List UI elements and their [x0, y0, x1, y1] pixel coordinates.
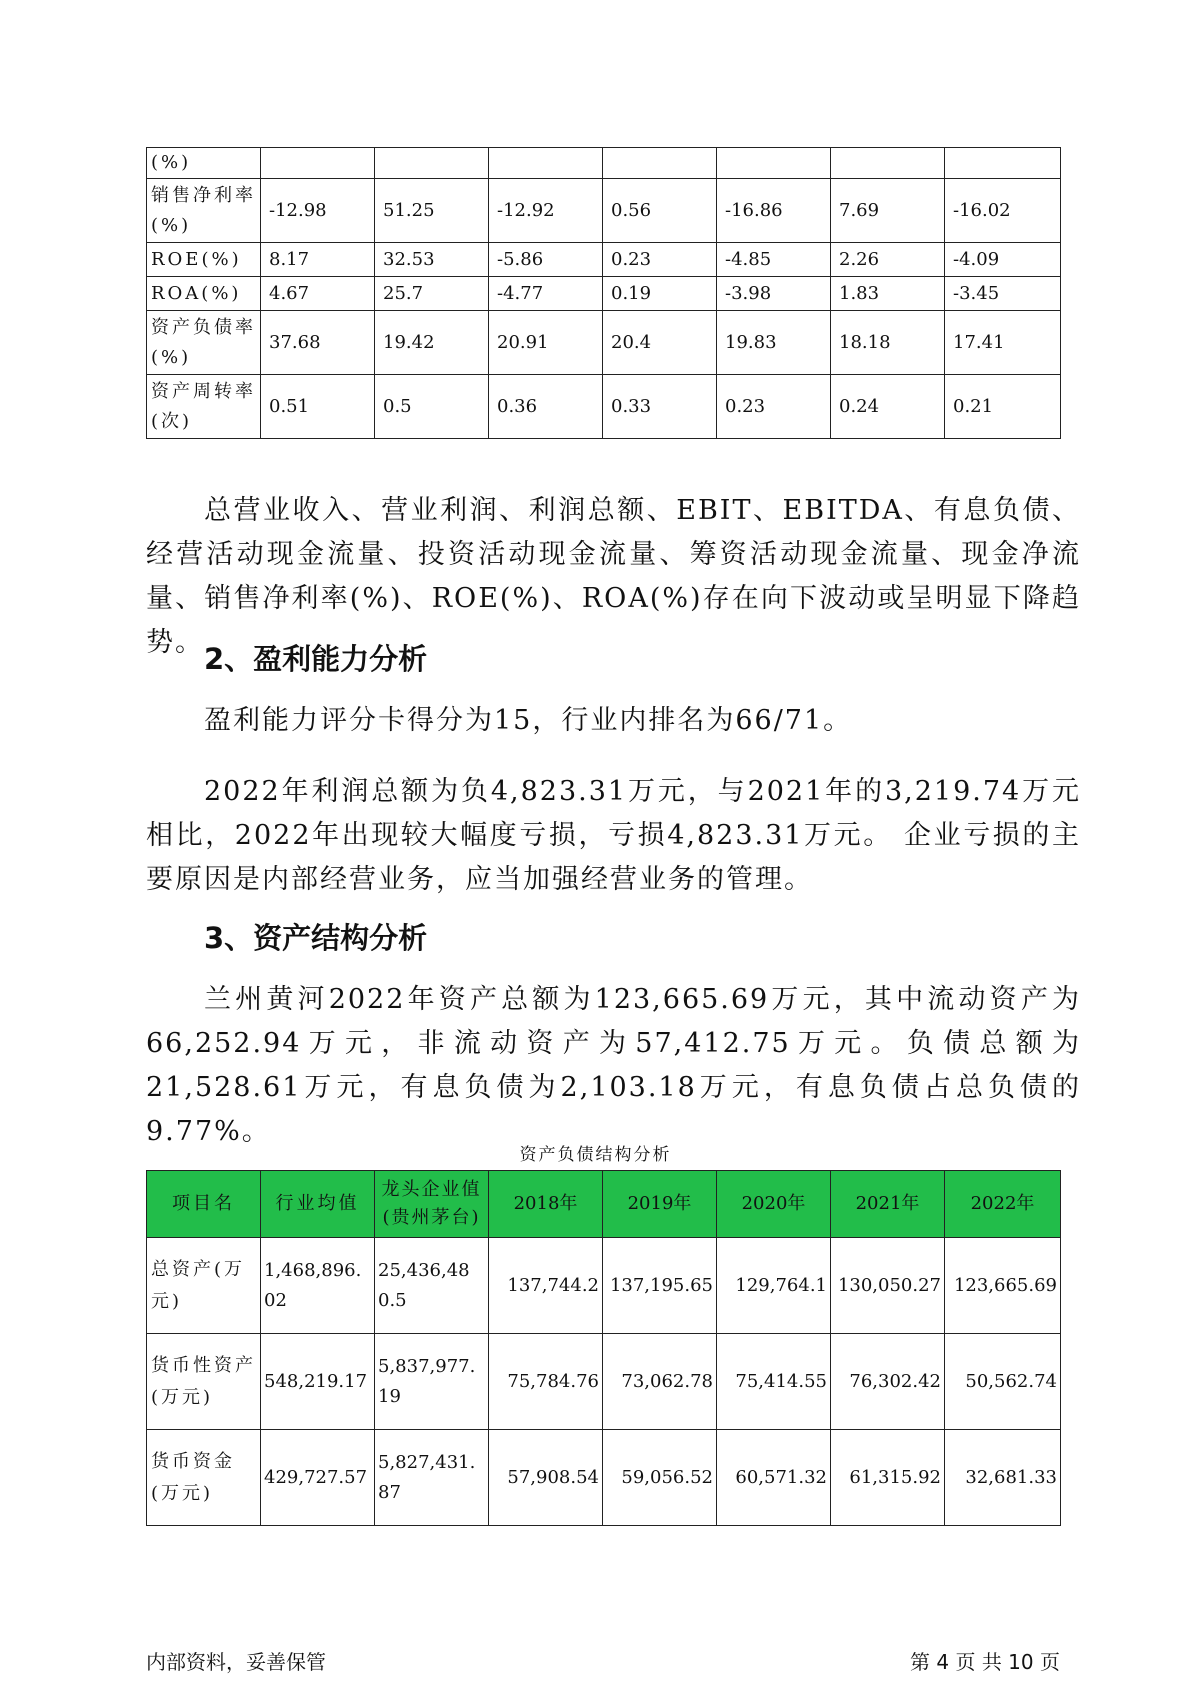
- ratio-row-label: ROE(%): [147, 243, 261, 277]
- profit-paragraph: 2022年利润总额为负4,823.31万元，与2021年的3,219.74万元相比，2022年出现较大幅度亏损，亏损4,823.31万元。 企业亏损的主要原因是内部经营业务，应当加强经营业务的管理。: [146, 776, 1081, 895]
- ratio-cell: 0.23: [603, 243, 717, 277]
- ratio-cell: -12.98: [261, 179, 375, 243]
- ratio-cell: 0.5: [375, 375, 489, 439]
- ratio-cell: [945, 148, 1061, 179]
- ratio-cell: -12.92: [489, 179, 603, 243]
- ratio-row-label: 资产周转率(次): [147, 375, 261, 439]
- ratio-cell: 32.53: [375, 243, 489, 277]
- ratio-table: [146, 147, 1061, 439]
- ratio-cell: -4.09: [945, 243, 1061, 277]
- balance-cell: 429,727.57: [261, 1430, 375, 1526]
- ratio-cell: 0.56: [603, 179, 717, 243]
- balance-cell: 59,056.52: [603, 1430, 717, 1526]
- ratio-cell: 2.26: [831, 243, 945, 277]
- balance-cell: 60,571.32: [717, 1430, 831, 1526]
- header-cell: 行业均值: [261, 1171, 375, 1238]
- ratio-row-label: 销售净利率(%): [147, 179, 261, 243]
- ratio-cell: -16.86: [717, 179, 831, 243]
- ratio-cell: -4.85: [717, 243, 831, 277]
- ratio-cell: 0.33: [603, 375, 717, 439]
- balance-table: [146, 1170, 1061, 1526]
- ratio-cell: [603, 148, 717, 179]
- ratio-cell: 20.91: [489, 311, 603, 375]
- ratio-cell: 0.24: [831, 375, 945, 439]
- ratio-cell: 19.42: [375, 311, 489, 375]
- ratio-cell: 0.36: [489, 375, 603, 439]
- trend-paragraph: 总营业收入、营业利润、利润总额、EBIT、EBITDA、有息负债、经营活动现金流量、投资活动现金流量、筹资活动现金流量、现金净流量、销售净利率(%)、ROE(%)、ROA(%)存在向下波动或呈明显下降趋势。: [146, 495, 1081, 658]
- ratio-cell: -3.98: [717, 277, 831, 311]
- header-cell: 龙头企业值(贵州茅台): [375, 1171, 489, 1238]
- balance-cell: 61,315.92: [831, 1430, 945, 1526]
- balance-row-label: 货币资金(万元): [147, 1430, 261, 1526]
- ratio-cell: [831, 148, 945, 179]
- balance-cell: 137,744.2: [489, 1238, 603, 1334]
- table-caption: 资产负债结构分析: [519, 1145, 672, 1165]
- balance-cell: 130,050.27: [831, 1238, 945, 1334]
- ratio-cell: 7.69: [831, 179, 945, 243]
- balance-cell: 50,562.74: [945, 1334, 1061, 1430]
- ratio-table-row: [147, 311, 1061, 375]
- balance-table-row: [147, 1430, 1061, 1526]
- footer-note: 内部资料，妥善保管: [146, 1650, 326, 1674]
- balance-cell: 32,681.33: [945, 1430, 1061, 1526]
- ratio-cell: 0.19: [603, 277, 717, 311]
- ratio-table-row: [147, 277, 1061, 311]
- ratio-cell: 37.68: [261, 311, 375, 375]
- header-cell: 2018年: [489, 1171, 603, 1238]
- balance-cell: 129,764.1: [717, 1238, 831, 1334]
- ratio-table-row: [147, 179, 1061, 243]
- asset-paragraph: 兰州黄河2022年资产总额为123,665.69万元，其中流动资产为66,252.94万元，非流动资产为57,412.75万元。负债总额为21,528.61万元，有息负债为2,103.18万元，有息负债占总负债的9.77%。: [146, 984, 1081, 1147]
- ratio-cell: 0.51: [261, 375, 375, 439]
- ratio-cell: [717, 148, 831, 179]
- ratio-cell: 0.21: [945, 375, 1061, 439]
- ratio-cell: -16.02: [945, 179, 1061, 243]
- ratio-row-label: 资产负债率(%): [147, 311, 261, 375]
- ratio-row-label: ROA(%): [147, 277, 261, 311]
- balance-cell: 76,302.42: [831, 1334, 945, 1430]
- balance-row-label: 总资产(万元): [147, 1238, 261, 1334]
- ratio-cell: 1.83: [831, 277, 945, 311]
- ratio-row-label: (%): [147, 148, 261, 179]
- balance-table-row: [147, 1334, 1061, 1430]
- ratio-cell: 51.25: [375, 179, 489, 243]
- header-cell: 2020年: [717, 1171, 831, 1238]
- balance-cell: 75,784.76: [489, 1334, 603, 1430]
- balance-cell: 123,665.69: [945, 1238, 1061, 1334]
- ratio-cell: 19.83: [717, 311, 831, 375]
- ratio-cell: [489, 148, 603, 179]
- ratio-cell: 25.7: [375, 277, 489, 311]
- profitability-score-paragraph: 盈利能力评分卡得分为15，行业内排名为66/71。: [204, 705, 853, 736]
- ratio-cell: [375, 148, 489, 179]
- balance-cell: 137,195.65: [603, 1238, 717, 1334]
- ratio-table-row: [147, 243, 1061, 277]
- ratio-cell: 20.4: [603, 311, 717, 375]
- asset-structure-heading: 3、资产结构分析: [204, 921, 428, 955]
- balance-cell: 5,827,431.87: [375, 1430, 489, 1526]
- ratio-table-row: [147, 375, 1061, 439]
- balance-cell: 73,062.78: [603, 1334, 717, 1430]
- ratio-table-row: [147, 148, 1061, 179]
- balance-table-header: [147, 1171, 1061, 1238]
- profitability-heading: 2、盈利能力分析: [204, 642, 428, 676]
- balance-table-row: [147, 1238, 1061, 1334]
- balance-cell: 75,414.55: [717, 1334, 831, 1430]
- header-cell: 项目名: [147, 1171, 261, 1238]
- balance-cell: 25,436,480.5: [375, 1238, 489, 1334]
- balance-cell: 548,219.17: [261, 1334, 375, 1430]
- ratio-cell: 0.23: [717, 375, 831, 439]
- ratio-cell: 8.17: [261, 243, 375, 277]
- header-cell: 2021年: [831, 1171, 945, 1238]
- page-number: 第 4 页 共 10 页: [910, 1650, 1060, 1674]
- balance-cell: 5,837,977.19: [375, 1334, 489, 1430]
- header-cell: 2022年: [945, 1171, 1061, 1238]
- ratio-cell: -5.86: [489, 243, 603, 277]
- ratio-cell: -3.45: [945, 277, 1061, 311]
- balance-cell: 57,908.54: [489, 1430, 603, 1526]
- ratio-cell: 18.18: [831, 311, 945, 375]
- balance-row-label: 货币性资产(万元): [147, 1334, 261, 1430]
- header-cell: 2019年: [603, 1171, 717, 1238]
- ratio-cell: [261, 148, 375, 179]
- ratio-cell: -4.77: [489, 277, 603, 311]
- balance-cell: 1,468,896.02: [261, 1238, 375, 1334]
- ratio-cell: 4.67: [261, 277, 375, 311]
- ratio-cell: 17.41: [945, 311, 1061, 375]
